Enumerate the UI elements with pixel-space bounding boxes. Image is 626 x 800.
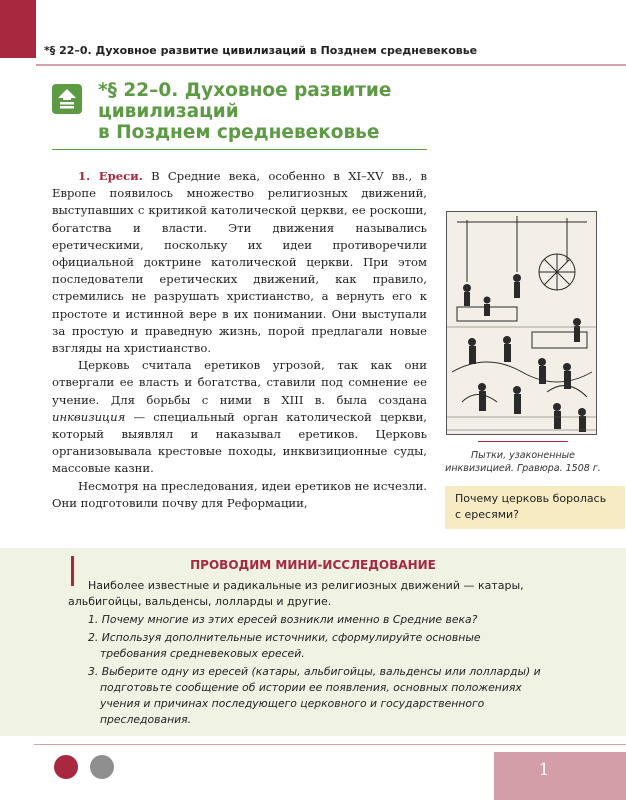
paragraph-heresies: [52, 168, 427, 357]
corner-tab: [0, 0, 36, 58]
research-task: 1. Почему многие из этих ересей возникли именно в Средние века?: [88, 613, 478, 626]
chapter-title-line-3: в Позднем средневековье: [98, 122, 380, 143]
footer-divider: [34, 744, 626, 745]
title-divider: [52, 149, 427, 150]
paragraph-inquisition: [52, 357, 427, 477]
chapter-title-line-2: цивилизаций: [98, 101, 239, 122]
paragraph-1-text: В Средние века, особенно в XI–XV вв., в Европе появилось множество религиозных движений, выступавших с критикой католической церкви, ее роскоши, богатства и власти. Эти движения назывались еретическими, поскольку их идеи противоречили официальной доктрине католической церкви. При этом последователи еретических движений, как правило, стремились не разрушать христианство, а вернуть его к простоте и истинной вере в их понимании. Они выступали за простую и праведную жизнь, порой предлагали новые взгляды на христианство.: [52, 169, 428, 356]
page-number: 1: [538, 760, 550, 780]
running-header: *§ 22–0. Духовное развитие цивилизаций в Позднем средневековье: [44, 44, 478, 57]
research-panel: [0, 548, 626, 736]
paragraph-persistence: Несмотря на преследования, идеи еретиков не исчезли. Они подготовили почву для Реформации,: [52, 478, 427, 510]
research-intro: Наиболее известные и радикальные из религиозных движений — катары, альбигойцы, вальденсы, лолларды и другие.: [68, 579, 524, 608]
research-task: 2. Используя дополнительные источники, сформулируйте основные требования средневековых ересей.: [88, 631, 481, 660]
research-task-list: [88, 612, 543, 730]
grey-circle-marker: [90, 755, 114, 779]
research-title: ПРОВОДИМ МИНИ-ИССЛЕДОВАНИЕ: [190, 558, 436, 572]
paragraph-2-text-a: Церковь считала еретиков угрозой, так как они отвергали ее власть и богатства, ставили под сомнение ее учение. Для борьбы с ними в XIII в. была создана: [52, 358, 427, 407]
chapter-title-line-1: *§ 22–0. Духовное развитие: [98, 80, 392, 101]
woodcut-engraving-image: [446, 211, 597, 435]
caption-divider: [478, 441, 568, 442]
term-inquisition: инквизиция: [52, 409, 126, 424]
section-lead: 1. Ереси.: [78, 169, 143, 183]
research-task: 3. Выберите одну из ересей (катары, альбигойцы, вальденсы или лолларды) и подготовьте сообщение об истории ее появления, основных положениях учения и причинах последующего церковного и государственного преследования.: [88, 665, 541, 726]
home-arrow-icon: [52, 84, 82, 114]
red-circle-marker: [54, 755, 78, 779]
chapter-title: [98, 80, 428, 143]
main-text: [52, 168, 427, 512]
caption-line-1: Пытки, узаконенные: [471, 450, 575, 461]
caption-line-2: инквизицией. Гравюра. 1508 г.: [445, 463, 601, 474]
paragraph-2-text-b: — специальный орган католической церкви, который выявлял и наказывал еретиков. Церковь организовывала крестовые походы, инквизиционные суды, массовые казни.: [52, 409, 427, 476]
figure-caption: [440, 449, 606, 475]
question-box: Почему церковь боролась с ересями?: [445, 486, 625, 529]
header-divider: [36, 64, 626, 66]
